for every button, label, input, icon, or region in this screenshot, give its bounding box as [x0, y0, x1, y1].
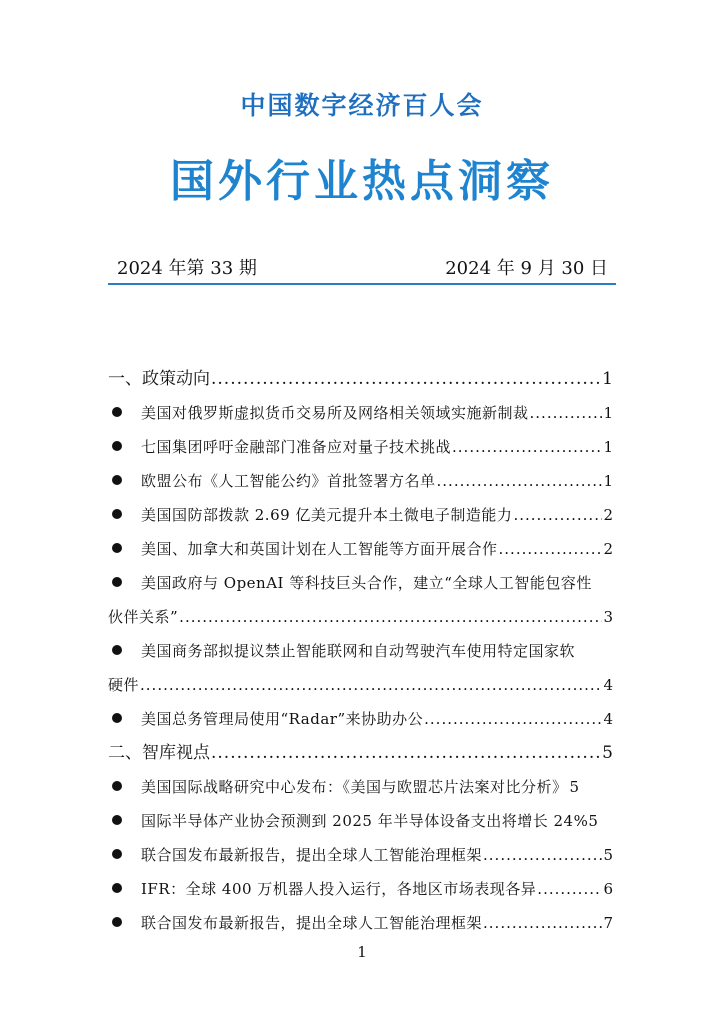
page-ref: 1: [603, 404, 613, 422]
bullet-icon: [112, 645, 122, 655]
toc-item-continuation[interactable]: [108, 600, 613, 634]
page-ref: 3: [603, 608, 613, 626]
bullet-icon: [112, 815, 122, 825]
page-number: 1: [357, 943, 367, 961]
header-divider: [108, 283, 616, 285]
toc-item-text: 美国、加拿大和英国计划在人工智能等方面开展合作: [141, 540, 498, 558]
toc-item-text-cont: 硬件: [108, 676, 140, 694]
dot-leader: [483, 906, 602, 940]
page-ref: 5: [603, 846, 613, 864]
section-title: 政策动向: [142, 369, 210, 389]
page-ref: 1: [603, 438, 613, 456]
toc-item[interactable]: [108, 498, 613, 532]
page-ref: 1: [602, 369, 613, 389]
toc-item[interactable]: [108, 804, 613, 838]
toc-item-text: 欧盟公布《人工智能公约》首批签署方名单: [141, 472, 436, 490]
toc-item-text: 联合国发布最新报告，提出全球人工智能治理框架: [141, 846, 483, 864]
issue-number: 2024 年第 33 期: [117, 258, 257, 279]
page-ref: 4: [603, 676, 613, 694]
toc-item[interactable]: [108, 872, 613, 906]
bullet-icon: [112, 849, 122, 859]
page-ref: 1: [603, 472, 613, 490]
page-ref: 6: [603, 880, 613, 898]
bullet-icon: [112, 883, 122, 893]
toc-item-text-cont: 伙伴关系”: [108, 608, 179, 626]
page-ref: 2: [603, 506, 613, 524]
dot-leader: [179, 600, 602, 634]
bullet-icon: [112, 781, 122, 791]
section-number: 一、: [108, 369, 142, 389]
page-ref: 5: [602, 743, 613, 763]
bullet-icon: [112, 577, 122, 587]
section-number: 二、: [108, 743, 142, 763]
dot-leader: [211, 362, 601, 396]
dot-leader: [424, 702, 602, 736]
toc-item-continuation[interactable]: [108, 668, 613, 702]
bullet-icon: [112, 543, 122, 553]
toc-item-text: 国际半导体产业协会预测到 2025 年半导体设备支出将增长 24%: [141, 812, 589, 830]
toc-item[interactable]: [108, 430, 613, 464]
page-ref: 5: [569, 778, 580, 796]
toc-section-policy[interactable]: [108, 362, 613, 396]
toc-item[interactable]: [108, 464, 613, 498]
toc-item[interactable]: [108, 770, 613, 804]
toc-item[interactable]: [108, 702, 613, 736]
toc-item-text: 联合国发布最新报告，提出全球人工智能治理框架: [141, 914, 483, 932]
dot-leader: [483, 838, 602, 872]
section-title: 智库视点: [142, 743, 210, 763]
dot-leader: [537, 872, 602, 906]
page-ref: 7: [603, 914, 613, 932]
toc-item-text: 美国国防部拨款 2.69 亿美元提升本土微电子制造能力: [141, 506, 513, 524]
bullet-icon: [112, 509, 122, 519]
dot-leader: [140, 668, 602, 702]
toc-item-text: 美国商务部拟提议禁止智能联网和自动驾驶汽车使用特定国家软: [141, 642, 576, 660]
toc-item[interactable]: [108, 906, 613, 940]
dot-leader: [437, 464, 603, 498]
organization-name: 中国数字经济百人会: [240, 91, 484, 120]
toc-item-text: IFR：全球 400 万机器人投入运行，各地区市场表现各异: [141, 880, 537, 898]
table-of-contents: [108, 362, 613, 940]
dot-leader: [530, 396, 603, 430]
toc-item[interactable]: [108, 532, 613, 566]
toc-item[interactable]: [108, 396, 613, 430]
toc-item[interactable]: [108, 634, 613, 668]
toc-item[interactable]: [108, 838, 613, 872]
toc-section-thinktank[interactable]: [108, 736, 613, 770]
toc-item-text: 七国集团呼吁金融部门准备应对量子技术挑战: [141, 438, 452, 456]
dot-leader: [211, 736, 601, 770]
toc-item-text: 美国对俄罗斯虚拟货币交易所及网络相关领域实施新制裁: [141, 404, 529, 422]
toc-item-text: 美国国际战略研究中心发布：《美国与欧盟芯片法案对比分析》: [141, 778, 568, 796]
bullet-icon: [112, 917, 122, 927]
report-title: 国外行业热点洞察: [170, 156, 554, 207]
page-ref: 2: [603, 540, 613, 558]
bullet-icon: [112, 407, 122, 417]
bullet-icon: [112, 441, 122, 451]
dot-leader: [513, 498, 602, 532]
page-ref: 4: [603, 710, 613, 728]
page-ref: 5: [588, 812, 598, 830]
issue-date: 2024 年 9 月 30 日: [445, 258, 608, 279]
issue-row: [117, 254, 608, 280]
toc-item[interactable]: [108, 566, 613, 600]
dot-leader: [452, 430, 602, 464]
dot-leader: [499, 532, 603, 566]
bullet-icon: [112, 475, 122, 485]
toc-item-text: 美国政府与 OpenAI 等科技巨头合作，建立“全球人工智能包容性: [141, 574, 592, 592]
bullet-icon: [112, 713, 122, 723]
toc-item-text: 美国总务管理局使用“Radar”来协助办公: [141, 710, 424, 728]
